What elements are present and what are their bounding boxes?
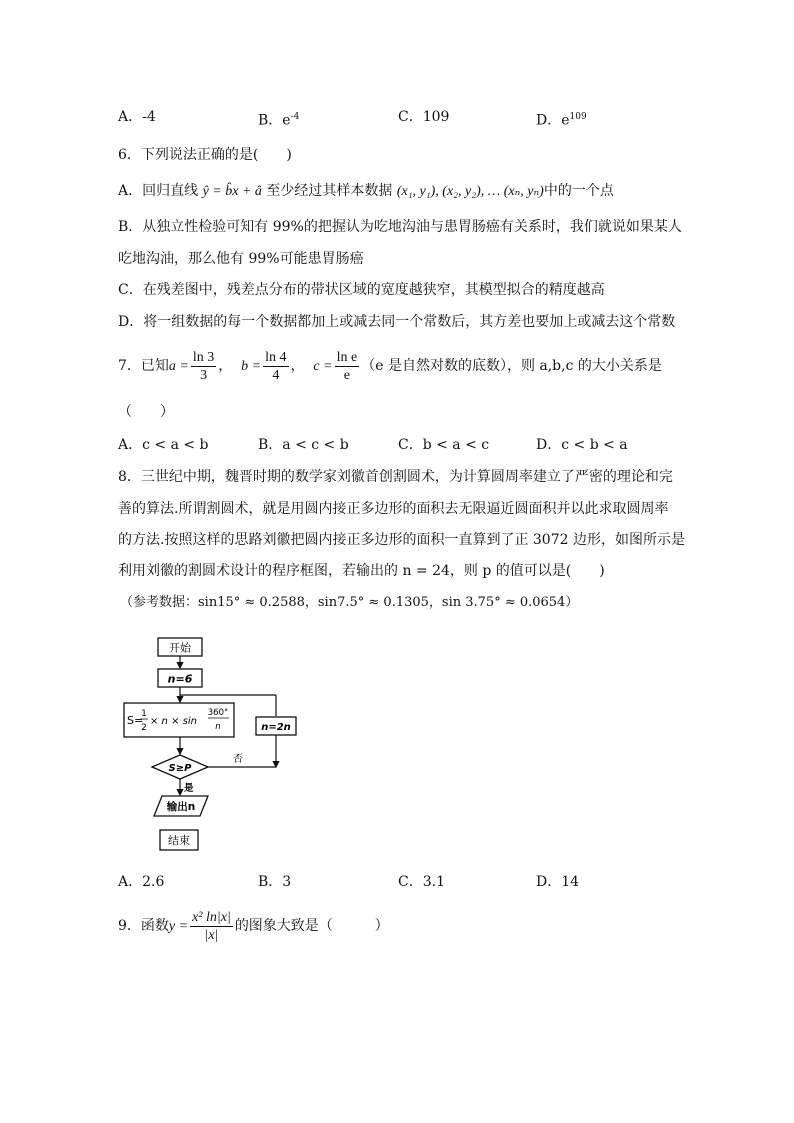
q5-option-d-sup: 109	[569, 112, 587, 122]
flow-assign-mid: × n × sin	[150, 716, 197, 727]
flow-decision-text: S≥P	[168, 763, 192, 774]
q8-line1: 8．三世纪中期，魏晋时期的数学家刘徽首创割圆术，为计算圆周率建立了严密的理论和完	[118, 469, 673, 485]
q5-option-a: A．-4	[118, 109, 156, 125]
flow-half-num: 1	[141, 709, 147, 719]
q9-lhs: y =	[168, 919, 189, 934]
q5-option-d	[536, 107, 587, 131]
flow-update-text: n=2n	[261, 722, 291, 733]
q8-options	[118, 872, 678, 892]
q7-option-d: D．c < b < a	[536, 437, 628, 453]
q8-option-b: B．3	[258, 874, 292, 890]
q6-a-points: (x₁, y₁), (x₂, y₂), … (xₙ, yₙ)	[396, 184, 544, 199]
q8-flowchart	[120, 630, 320, 860]
q6-option-d: D．将一组数据的每一个数据都加上或减去同一个常数后，其方差也要加上或减去这个常数	[118, 314, 676, 330]
q9-suffix: 的图象大致是（ ）	[234, 918, 389, 934]
q9-fraction	[190, 909, 233, 944]
q7-a-den: 3	[200, 367, 208, 383]
q7-paren: （ ）	[118, 404, 174, 420]
q8-line3: 的方法.按照这样的思路刘徽把圆内接正多边形的面积一直算到了正 3072 边形，如图所示是	[118, 532, 685, 548]
q7-a-fraction	[191, 349, 216, 384]
flow-no-label: 否	[233, 754, 243, 765]
q7-stem: 7．已知a = $\frac{\ln 3}{3}$ ， b = $\frac{\ln 4}{4}$ ， c = $\frac{\text{ln e}}{e}$ （e 是自然对数的底数），则 a,b,c 的大小关系是	[118, 349, 662, 383]
q8-option-d: D．14	[536, 874, 580, 890]
q8-reference-data: （参考数据：sin15° ≈ 0.2588，sin7.5° ≈ 0.1305，sin 3.75° ≈ 0.0654）	[120, 595, 579, 610]
q7-a-num: ln 3	[192, 349, 215, 365]
q7-prefix: 7．已知	[118, 358, 169, 374]
q5-options	[118, 107, 678, 127]
q7-b-lhs: b =	[241, 359, 262, 374]
q8-option-a: A．2.6	[118, 874, 165, 890]
q5-option-b	[258, 107, 299, 131]
q6-a-suffix: 中的一个点	[543, 183, 614, 199]
q9-prefix: 9．函数	[118, 918, 169, 934]
flow-assign-s: S=	[127, 714, 144, 727]
q9-den: |x|	[204, 927, 219, 943]
q6-stem: 6．下列说法正确的是( )	[118, 147, 292, 163]
q7-b-num: ln 4	[265, 349, 287, 365]
q8-option-c: C．3.1	[398, 874, 445, 890]
q7-b-den: 4	[272, 367, 280, 383]
q6-option-a	[118, 181, 614, 202]
q7-b-fraction	[263, 349, 288, 384]
q9-num: x² ln|x|	[192, 909, 231, 925]
q5-option-d-base: D．e	[536, 112, 570, 129]
q8-line2: 善的算法.所谓割圆术，就是用圆内接正多边形的面积去无限逼近圆面积并以此求取圆周率	[118, 501, 669, 517]
q6-a-mid: 至少经过其样本数据	[266, 183, 393, 199]
q7-c-num: ln e	[336, 349, 358, 365]
q7-c-fraction	[335, 349, 360, 384]
q6-a-prefix: A．回归直线	[118, 183, 199, 199]
q9-stem	[118, 906, 389, 947]
flow-end-text: 结束	[168, 834, 190, 847]
q6-option-b-line2: 吃地沟油，那么他有 99%可能患胃肠癌	[118, 251, 364, 267]
flow-angle-den: n	[215, 722, 221, 732]
q5-option-c: C．109	[398, 109, 450, 125]
q7-note: （e 是自然对数的底数），则 a,b,c 的大小关系是	[361, 358, 662, 374]
q7-c-den: e	[343, 367, 350, 383]
flow-output-text: 输出n	[166, 801, 196, 813]
flow-init-text: n=6	[167, 672, 193, 686]
q8-line4: 利用刘徽的割圆术设计的程序框图，若输出的 n = 24，则 p 的值可以是( )	[118, 563, 605, 579]
q7-a-lhs: a =	[168, 359, 189, 374]
q7-options	[118, 435, 678, 455]
q6-option-b-line1: B．从独立性检验可知有 99%的把握认为吃地沟油与患胃肠癌有关系时，我们就说如果某人	[118, 219, 682, 235]
q7-option-b: B．a < c < b	[258, 437, 349, 453]
flow-start-text: 开始	[169, 641, 191, 655]
flow-half-den: 2	[141, 723, 147, 733]
q6-a-equation: ŷ = b̂x + â	[202, 184, 262, 199]
q7-option-c: C．b < a < c	[398, 437, 490, 453]
flow-angle-num: 360°	[207, 708, 229, 718]
q7-c-lhs: c =	[313, 359, 333, 374]
q6-option-c: C．在残差图中，残差点分布的带状区域的宽度越狭窄，其模型拟合的精度越高	[118, 282, 605, 298]
q5-option-b-sup: -4	[290, 112, 300, 122]
q7-option-a: A．c < a < b	[118, 437, 209, 453]
q5-option-b-base: B．e	[258, 112, 291, 129]
flow-yes-label: 是	[184, 783, 194, 794]
